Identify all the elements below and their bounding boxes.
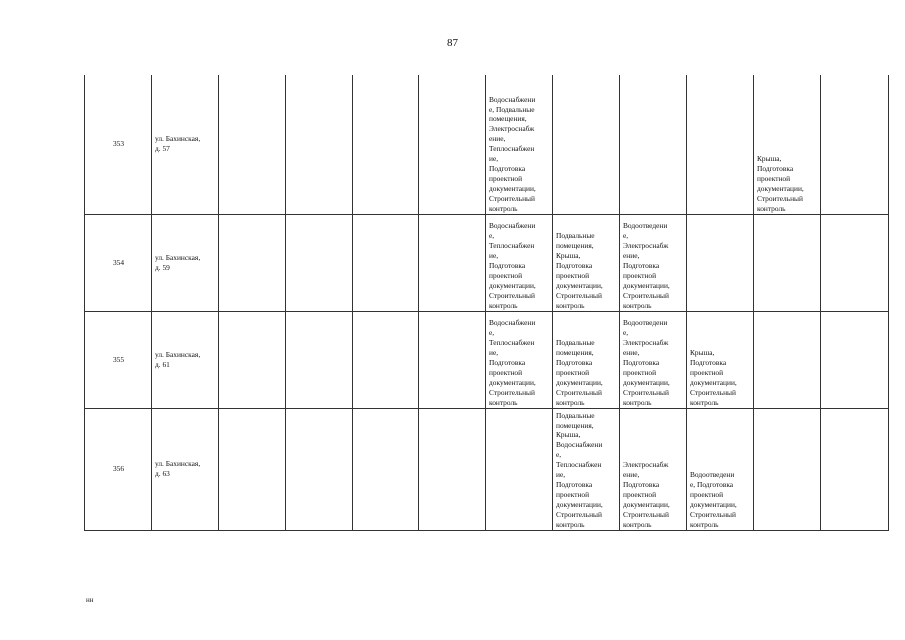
cell-text-line: Крыша, [556,251,581,261]
cell-text-line: Теплоснабжен [489,338,535,348]
cell-text-line: е, [623,328,629,338]
address-cell [152,75,219,214]
address-cell [152,214,219,311]
cell-text-line: помещения, [556,420,594,430]
row-number-cell [85,408,152,530]
cell-text-line: контроль [690,397,719,407]
cell-text-line: контроль [489,203,518,213]
cell-text-line: д. 57 [155,144,170,154]
cell-text-line: документации, [556,377,603,387]
empty-cell [286,408,353,530]
cell-text-line: контроль [690,519,719,529]
work-type-cell [486,75,553,214]
cell-text-line: ение, [623,348,640,358]
empty-cell [353,408,419,530]
cell-text-line: е, [489,231,495,241]
empty-cell [286,75,353,214]
cell-text-line: проектной [489,367,523,377]
cell-text-line: документации, [489,280,536,290]
cell-text-line: контроль [489,397,518,407]
empty-cell [419,75,486,214]
cell-text-line: проектной [489,173,523,183]
address-cell [152,311,219,408]
table-row [85,311,889,408]
empty-cell [219,408,286,530]
empty-cell [219,311,286,408]
cell-text-line: Строительный [623,290,669,300]
empty-cell [754,214,821,311]
empty-cell [353,75,419,214]
row-number-cell [85,214,152,311]
cell-text-line: Электроснабж [623,338,669,348]
cell-text-line: контроль [556,300,585,310]
cell-text-line: Водоотведени [623,318,668,328]
cell-text-line: Подготовка [489,357,526,367]
empty-cell [353,311,419,408]
cell-text-line: Подготовка [623,260,660,270]
work-type-cell [687,408,754,530]
cell-text-line: помещения, [489,114,527,124]
cell-text-line: Строительный [489,290,535,300]
empty-cell [754,311,821,408]
work-type-cell [620,311,687,408]
cell-text-line: Подготовка [489,260,526,270]
page-number: 87 [447,37,458,49]
empty-cell [821,75,889,214]
work-type-cell [620,214,687,311]
work-type-cell [486,214,553,311]
cell-text-line: контроль [489,300,518,310]
cell-text-line: Строительный [489,193,535,203]
cell-text-line: Строительный [690,509,736,519]
cell-text-line: Теплоснабжен [556,460,602,470]
cell-text-line: Подготовка [556,479,593,489]
cell-text-line: Подготовка [623,479,660,489]
cell-text-line: е, [489,328,495,338]
work-type-cell [553,311,620,408]
cell-text-line: Электроснабж [623,460,669,470]
work-type-cell [754,75,821,214]
repair-schedule-table [84,75,889,531]
cell-text-line: контроль [757,203,786,213]
cell-text-line: Строительный [556,387,602,397]
cell-text-line: е, Подготовка [690,479,734,489]
cell-text-line: Строительный [623,509,669,519]
cell-text-line: Строительный [623,387,669,397]
cell-text-line: ие, [489,251,499,261]
empty-cell [419,408,486,530]
cell-text-line: Строительный [489,387,535,397]
cell-text-line: Подготовка [623,357,660,367]
cell-text-line: Водоснабжени [489,94,536,104]
footer-mark: нн [86,596,94,604]
cell-text-line: Подготовка [690,357,727,367]
cell-text-line: Строительный [690,387,736,397]
cell-text-line: Электроснабж [623,241,669,251]
row-number: 354 [112,257,125,267]
cell-text-line: Подвальные [556,231,595,241]
cell-text-line: проектной [556,489,590,499]
empty-cell [821,311,889,408]
empty-cell [286,214,353,311]
empty-cell [620,75,687,214]
cell-text-line: Крыша, [690,348,715,358]
cell-text-line: контроль [623,397,652,407]
work-type-cell [553,408,620,530]
cell-text-line: документации, [690,499,737,509]
table-row [85,214,889,311]
empty-cell [821,408,889,530]
row-number: 355 [112,354,125,364]
cell-text-line: ение, [623,470,640,480]
cell-text-line: Водоснабжени [556,440,603,450]
work-type-cell [620,408,687,530]
cell-text-line: е, [623,231,629,241]
cell-text-line: помещения, [556,348,594,358]
cell-text-line: Водоснабжени [489,318,536,328]
cell-text-line: проектной [623,489,657,499]
cell-text-line: д. 61 [155,359,170,369]
cell-text-line: ение, [623,251,640,261]
cell-text-line: документации, [623,499,670,509]
cell-text-line: Подготовка [489,163,526,173]
cell-text-line: ение, [489,134,506,144]
cell-text-line: Подготовка [556,357,593,367]
cell-text-line: Водоотведени [623,221,668,231]
cell-text-line: ул. Бахинская, [155,349,201,359]
empty-cell [219,75,286,214]
cell-text-line: проектной [556,270,590,280]
row-number: 353 [112,139,125,149]
empty-cell [353,214,419,311]
cell-text-line: документации, [489,377,536,387]
address-cell [152,408,219,530]
cell-text-line: е, Подвальные [489,104,535,114]
cell-text-line: Теплоснабжен [489,144,535,154]
cell-text-line: Водоснабжени [489,221,536,231]
empty-cell [219,214,286,311]
cell-text-line: ие, [489,348,499,358]
empty-cell [486,408,553,530]
cell-text-line: Водоотведени [690,470,735,480]
cell-text-line: Строительный [757,193,803,203]
empty-cell [687,75,754,214]
cell-text-line: документации, [556,499,603,509]
empty-cell [754,408,821,530]
empty-cell [419,311,486,408]
row-number-cell [85,311,152,408]
cell-text-line: ул. Бахинская, [155,252,201,262]
cell-text-line: документации, [757,183,804,193]
cell-text-line: документации, [556,280,603,290]
table-row [85,408,889,530]
cell-text-line: проектной [690,489,724,499]
cell-text-line: Подвальные [556,338,595,348]
work-type-cell [687,311,754,408]
cell-text-line: Строительный [556,509,602,519]
cell-text-line: Подготовка [556,260,593,270]
cell-text-line: Электроснабж [489,124,535,134]
cell-text-line: д. 63 [155,469,170,478]
table-row [85,75,889,214]
cell-text-line: проектной [757,173,791,183]
cell-text-line: Подготовка [757,163,794,173]
cell-text-line: документации, [623,377,670,387]
work-type-cell [553,214,620,311]
cell-text-line: проектной [623,270,657,280]
cell-text-line: ие, [489,154,499,164]
cell-text-line: документации, [489,183,536,193]
cell-text-line: проектной [489,270,523,280]
work-type-cell [486,311,553,408]
cell-text-line: контроль [623,519,652,529]
cell-text-line: Строительный [556,290,602,300]
cell-text-line: Крыша, [757,154,782,164]
row-number-cell [85,75,152,214]
cell-text-line: документации, [690,377,737,387]
cell-text-line: е, [556,450,562,460]
row-number: 356 [112,464,125,474]
cell-text-line: Теплоснабжен [489,241,535,251]
table-body [85,75,889,530]
cell-text-line: Крыша, [556,430,581,440]
cell-text-line: ул. Бахинская, [155,134,201,144]
cell-text-line: проектной [623,367,657,377]
cell-text-line: Подвальные [556,410,595,420]
cell-text-line: контроль [556,397,585,407]
cell-text-line: д. 59 [155,262,170,272]
cell-text-line: контроль [623,300,652,310]
empty-cell [286,311,353,408]
cell-text-line: документации, [623,280,670,290]
empty-cell [553,75,620,214]
empty-cell [821,214,889,311]
cell-text-line: ие, [556,470,566,480]
empty-cell [687,214,754,311]
empty-cell [419,214,486,311]
cell-text-line: ул. Бахинская, [155,459,201,469]
cell-text-line: контроль [556,519,585,529]
cell-text-line: проектной [690,367,724,377]
cell-text-line: проектной [556,367,590,377]
cell-text-line: помещения, [556,241,594,251]
